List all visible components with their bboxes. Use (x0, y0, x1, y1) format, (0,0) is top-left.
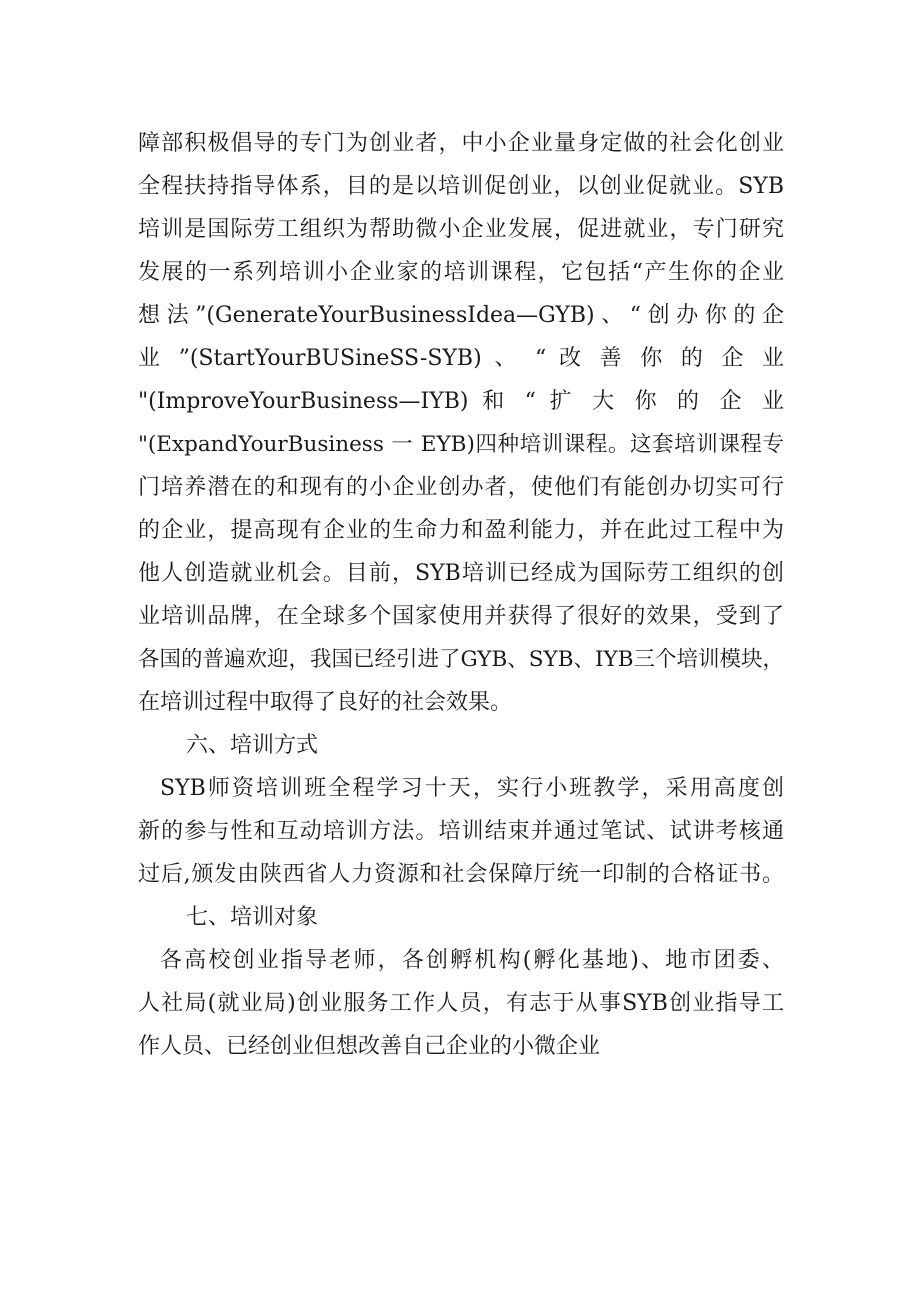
paragraph-line: SYB师资培训班全程学习十天，实行小班教学，采用高度创 (160, 776, 784, 801)
section-heading-training-method: 六、培训方式 (186, 733, 319, 758)
paragraph-line: 业培训品牌，在全球多个国家使用并获得了很好的效果，受到了 (138, 604, 784, 629)
paragraph-line: 门培养潜在的和现有的小企业创办者，使他们有能创办切实可行 (138, 475, 784, 500)
paragraph-line: 过后,颁发由陕西省人力资源和社会保障厅统一印制的合格证书。 (138, 862, 784, 887)
section-heading-training-target: 七、培训对象 (186, 905, 319, 930)
paragraph-line: 在培训过程中取得了良好的社会效果。 (138, 690, 513, 715)
paragraph-line: 作人员、已经创业但想改善自己企业的小微企业 (138, 1034, 601, 1059)
paragraph-line: 各国的普遍欢迎，我国已经引进了GYB、SYB、IYB三个培训模块， (138, 647, 784, 672)
paragraph-line: 他人创造就业机会。目前，SYB培训已经成为国际劳工组织的创 (138, 561, 784, 586)
paragraph-line: "(ExpandYourBusiness 一 EYB)四种培训课程。这套培训课程专 (138, 432, 784, 457)
paragraph-line: 培训是国际劳工组织为帮助微小企业发展，促进就业，专门研究 (138, 217, 784, 242)
paragraph-line: 各高校创业指导老师，各创孵机构(孵化基地)、地市团委、 (160, 948, 784, 973)
paragraph-line: 新的参与性和互动培训方法。培训结束并通过笔试、试讲考核通 (138, 819, 784, 844)
paragraph-line: "(ImproveYourBusiness—IYB) 和 “ 扩 大 你 的 企 业 (138, 389, 784, 414)
paragraph-line: 想法”(GenerateYourBusinessIdea—GYB)、“创办你的企 (138, 303, 784, 328)
paragraph-line: 全程扶持指导体系，目的是以培训促创业，以创业促就业。SYB (138, 174, 784, 199)
paragraph-line: 业 ”(StartYourBUSineSS-SYB) 、 “ 改 善 你 的 企 业 (138, 346, 784, 371)
paragraph-line: 障部积极倡导的专门为创业者，中小企业量身定做的社会化创业 (138, 131, 784, 156)
paragraph-line: 的企业，提高现有企业的生命力和盈利能力，并在此过工程中为 (138, 518, 784, 543)
paragraph-line: 发展的一系列培训小企业家的培训课程，它包括“产生你的企业 (138, 260, 784, 285)
paragraph-line: 人社局(就业局)创业服务工作人员，有志于从事SYB创业指导工 (138, 991, 784, 1016)
